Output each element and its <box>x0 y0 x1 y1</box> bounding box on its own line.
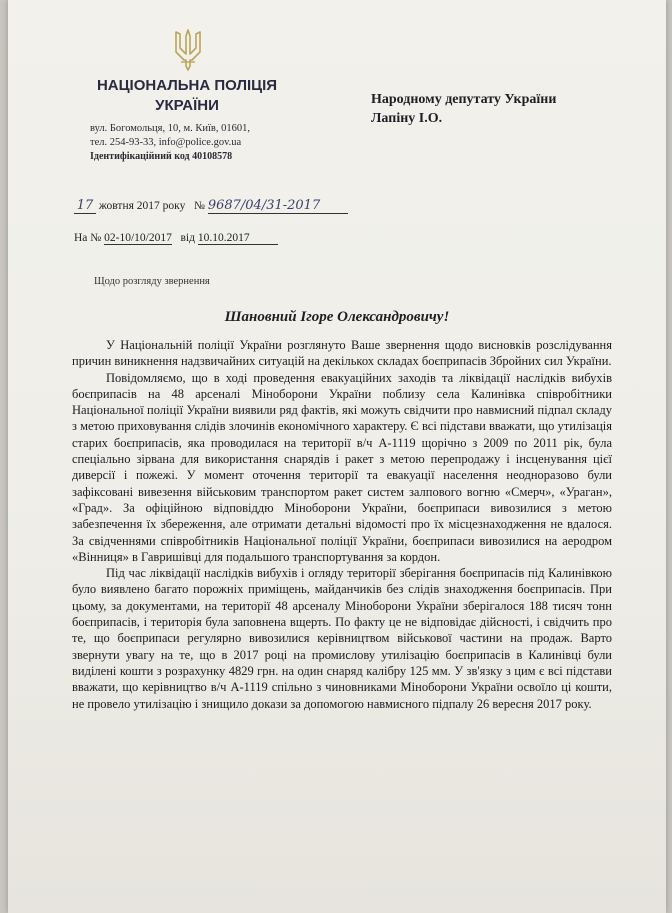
subject-line: Щодо розгляду звернення <box>94 276 210 287</box>
organization-name: НАЦІОНАЛЬНА ПОЛІЦІЯ УКРАЇНИ <box>96 77 278 114</box>
letter-body <box>72 337 612 712</box>
body-paragraph: У Національній поліції України розглянуто Ваше звернення щодо висновків розслідування причин виникнення надзвичайних ситуацій на декількох складах боєприпасів Збройних сил України. <box>72 338 612 369</box>
reference-label: На № <box>74 232 102 244</box>
reference-date: 10.10.2017 <box>198 232 278 245</box>
salutation: Шановний Ігоре Олександровичу! <box>224 309 450 325</box>
reference-date-label: від <box>180 232 195 244</box>
handwritten-day: 17 <box>74 198 96 214</box>
contacts-line: тел. 254-93-33, info@police.gov.ua <box>90 137 242 148</box>
reference-number: 02-10/10/2017 <box>104 232 172 244</box>
letter-page <box>8 0 666 913</box>
address-line: вул. Богомольця, 10, м. Київ, 01601, <box>90 123 251 134</box>
body-paragraph: Під час ліквідації наслідків вибухів і огляду території зберігання боєприпасів під Калинівкою було виявлено багато порожніх приміщень, майданчиків без слідів знаходження боєприпасів. При цьому, за документами, на території 48 арсеналу Міноборони України зберігалося 188 тисяч тонн боєприпасів, і територія була заповнена вщерть. По факту це не відповідає дійсності, і свідчить про те, що боєприпаси регулярно вивозилися керівництвом військової частини на продаж. Варто звернути увагу на те, що в 2017 році на промислову утилізацію боєприпасів в Калинівці були виділені кошти з розрахунку 4829 грн. на один снаряд калібру 125 мм. У зв'язку з цим є всі підстави вважати, що керівництво в/ч А-1119 спільно з чиновниками Міноборони України освоїло ці кошти, не провело утилізацію і знищило докази за допомогою навмисного підпалу 26 вересня 2017 року. <box>72 566 612 711</box>
recipient-name: Лапіну І.О. <box>371 111 443 126</box>
id-code-line: Ідентифікаційний код 40108578 <box>90 151 233 162</box>
outgoing-number-label: № <box>193 200 205 212</box>
recipient-title: Народному депутату України <box>371 92 557 107</box>
reference-line <box>74 232 374 245</box>
outgoing-date-number <box>74 198 454 214</box>
trident-emblem-icon <box>173 28 203 72</box>
handwritten-outgoing-number: 9687/04/31-2017 <box>208 198 348 214</box>
letterhead-address-block <box>90 122 310 164</box>
body-paragraph: Повідомляємо, що в ході проведення евакуаційних заходів та ліквідації наслідків вибухів боєприпасів на 48 арсеналі Міноборони України поблизу села Калинівка співробітники Національної поліції України виявили ряд фактів, які можуть свідчити про навмисний підпал складу з метою приховування слідів злочинів економічного характеру. Є всі підстави вважати, що утилізація старих боєприпасів, яка проводилася на території в/ч А-1119 щорічно з 2009 по 2011 рік, була спеціально зірвана для використання снарядів і ракет з метою перепродажу і інсценування цієї диверсії і пожежі. У момент оточення території та евакуації населення неодноразово були зафіксовані вивезення військовим транспортом ракет систем залпового вогню «Смерч», «Ураган», «Град». За офіційною відповіддю Міноборони України, боєприпаси вивозилися з метою забезпечення їх збереження, але отримати детальні відомості про їх місцезнаходження не вдалося. За свідченнями співробітників Національної поліції України, боєприпаси вивозилися на аеродром «Вінниця» в Гавришівці для подальшого транспортування за кордон. <box>72 370 612 564</box>
outgoing-date: жовтня 2017 року <box>98 200 186 212</box>
recipient-block <box>371 90 631 128</box>
